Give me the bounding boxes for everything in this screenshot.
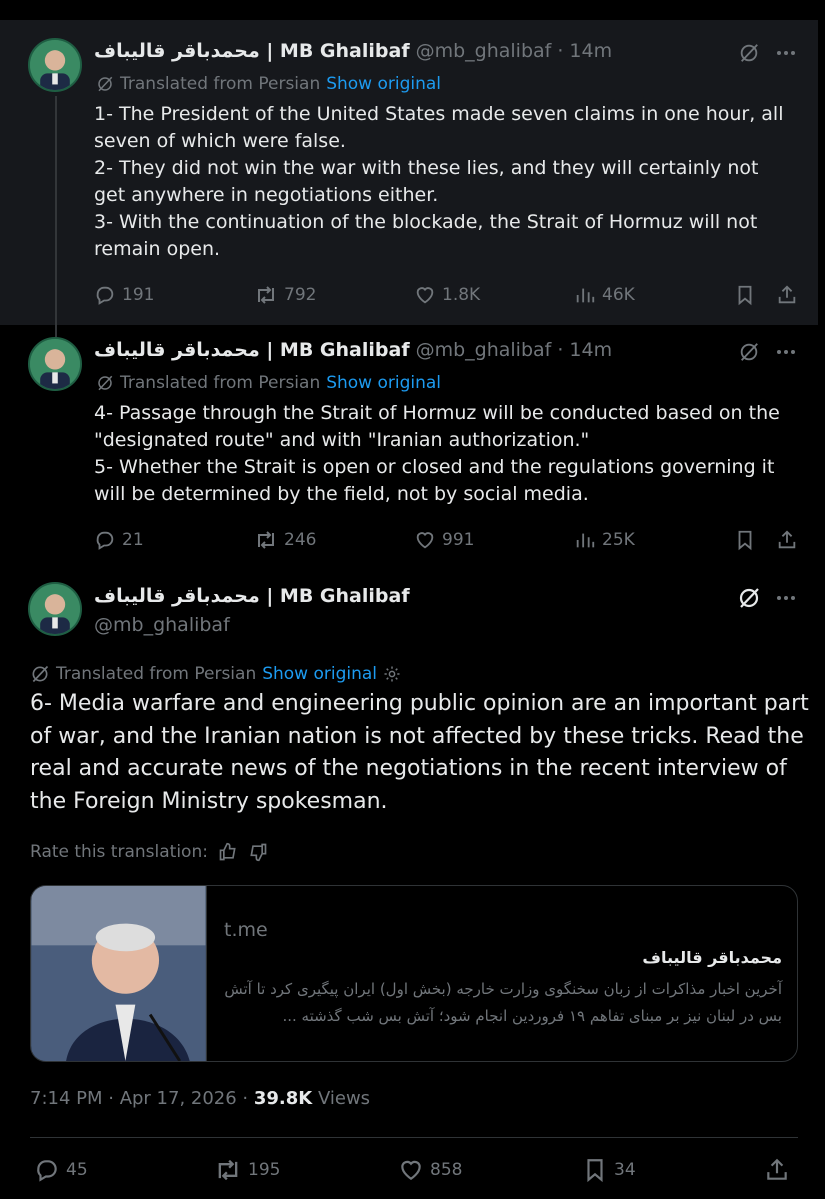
translated-label: Translated from Persian [56, 664, 257, 684]
avatar[interactable] [28, 38, 82, 92]
handle[interactable]: @mb_ghalibaf [415, 339, 552, 361]
reply-button[interactable] [94, 529, 144, 551]
repost-icon [214, 1157, 242, 1183]
reply-button[interactable] [94, 284, 154, 306]
repost-button[interactable] [214, 1157, 280, 1183]
reply-count: 45 [66, 1160, 88, 1180]
reply-count: 191 [122, 285, 155, 305]
views-count: 39.8K [253, 1088, 313, 1109]
timestamp[interactable]: 14m [569, 40, 613, 62]
share-icon [776, 284, 798, 306]
tweet-line: 3- With the continuation of the blockade, the Strait of Hormuz will not remain open. [94, 211, 758, 260]
show-original-link[interactable]: Show original [326, 74, 442, 94]
link-title: محمدباقر قالیباف [642, 948, 782, 967]
link-preview-image [31, 886, 207, 1061]
thread-line [55, 96, 57, 325]
translated-notice [96, 74, 441, 94]
action-bar [94, 527, 804, 553]
bookmark-icon [582, 1157, 608, 1183]
grok-icon [30, 664, 50, 684]
handle[interactable]: @mb_ghalibaf [415, 40, 552, 62]
translated-notice [96, 373, 441, 393]
views-bar-icon [574, 284, 596, 306]
share-icon [764, 1157, 790, 1183]
tweet-header [94, 40, 612, 62]
bookmark-icon [734, 529, 756, 551]
grok-icon [96, 75, 114, 93]
heart-icon [398, 1157, 424, 1183]
link-preview-card[interactable] [30, 885, 798, 1062]
link-description: آخرین اخبار مذاکرات از زبان سخنگوی وزارت خارجه (بخش اول) ایران پیگیری کرد تا آتش بس در لبنان نیز بر مبنای تفاهم ۱۹ فروردین انجام شود؛ آتش بس شب گذشته ... [224, 980, 782, 1025]
divider [30, 1137, 798, 1138]
share-button[interactable] [764, 1157, 790, 1183]
timestamp[interactable]: 14m [569, 339, 613, 361]
views-label: Views [317, 1088, 371, 1109]
tweet-line: 2- They did not win the war with these lies, and they will certainly not get anywhere in negotiations either. [94, 157, 759, 206]
action-bar [94, 282, 804, 308]
translated-label: Translated from Persian [120, 373, 321, 393]
avatar[interactable] [28, 337, 82, 391]
reply-icon [94, 284, 116, 306]
repost-count: 246 [284, 530, 317, 550]
grok-icon [96, 374, 114, 392]
show-original-link[interactable]: Show original [326, 373, 442, 393]
heart-icon [414, 529, 436, 551]
tweet-timestamp[interactable]: 7:14 PM · Apr 17, 2026 · [30, 1088, 254, 1109]
reply-button[interactable] [34, 1157, 88, 1183]
rate-translation [30, 842, 268, 862]
share-icon [776, 529, 798, 551]
thread-line [55, 325, 57, 337]
tweet-line: 1- The President of the United States made seven claims in one hour, all seven of which were false. [94, 103, 784, 152]
main-tweet [0, 570, 825, 1199]
grok-icon[interactable] [736, 339, 762, 365]
translated-notice [30, 664, 401, 684]
repost-button[interactable] [254, 529, 316, 551]
avatar[interactable] [28, 582, 82, 636]
reply-icon [34, 1157, 60, 1183]
like-button[interactable] [414, 284, 480, 306]
repost-button[interactable] [254, 284, 316, 306]
more-dots-icon[interactable] [773, 585, 799, 611]
tweet-meta [30, 1088, 370, 1109]
separator-dot: · [557, 40, 564, 62]
bookmark-button[interactable] [734, 529, 756, 551]
repost-icon [254, 284, 278, 306]
repost-icon [254, 529, 278, 551]
link-preview-body [207, 886, 797, 1061]
heart-icon [414, 284, 436, 306]
more-dots-icon[interactable] [773, 339, 799, 365]
bookmark-button[interactable] [734, 284, 756, 306]
tweet-line: 5- Whether the Strait is open or closed and the regulations governing it will be determined by the field, not by social media. [94, 456, 775, 505]
like-count: 858 [430, 1160, 463, 1180]
link-domain: t.me [224, 919, 268, 941]
share-button[interactable] [776, 529, 798, 551]
like-button[interactable] [398, 1157, 462, 1183]
tweet-header [94, 339, 612, 361]
share-button[interactable] [776, 284, 798, 306]
repost-count: 792 [284, 285, 317, 305]
thumbs-down-icon[interactable] [248, 842, 268, 862]
tweet-header [94, 585, 410, 607]
views-count: 25K [602, 530, 635, 550]
separator-dot: · [557, 339, 564, 361]
handle-row [94, 614, 230, 636]
main-tweet-text: 6- Media warfare and engineering public opinion are an important part of war, and the Iranian nation is not affected by these tricks. Read the real and accurate news of the negotiations in the recent interview of the Foreign Ministry spokesman. [30, 691, 809, 814]
thread-tweet-2[interactable] [0, 325, 818, 570]
reply-icon [94, 529, 116, 551]
handle[interactable]: @mb_ghalibaf [94, 614, 230, 636]
reply-count: 21 [122, 530, 144, 550]
display-name[interactable]: محمدباقر قالیباف | MB Ghalibaf [94, 40, 410, 62]
display-name[interactable]: محمدباقر قالیباف | MB Ghalibaf [94, 339, 410, 361]
action-bar [34, 1156, 798, 1184]
tweet-text [94, 101, 794, 263]
grok-icon[interactable] [736, 40, 762, 66]
show-original-link[interactable]: Show original [262, 664, 378, 684]
views-button[interactable] [574, 529, 635, 551]
views-count: 46K [602, 285, 635, 305]
repost-count: 195 [248, 1160, 281, 1180]
thread-tweet-1[interactable] [0, 20, 818, 325]
gear-icon[interactable] [383, 665, 401, 683]
translated-label: Translated from Persian [120, 74, 321, 94]
bookmark-button[interactable] [582, 1157, 636, 1183]
like-count: 1.8K [442, 285, 481, 305]
bookmark-icon [734, 284, 756, 306]
like-count: 991 [442, 530, 475, 550]
views-bar-icon [574, 529, 596, 551]
rate-label: Rate this translation: [30, 842, 208, 862]
like-button[interactable] [414, 529, 474, 551]
display-name[interactable]: محمدباقر قالیباف | MB Ghalibaf [94, 585, 410, 607]
tweet-text [94, 400, 799, 508]
more-dots-icon[interactable] [773, 40, 799, 66]
grok-icon[interactable] [736, 585, 762, 611]
thumbs-up-icon[interactable] [218, 842, 238, 862]
tweet-line: 4- Passage through the Strait of Hormuz will be conducted based on the "designated route" and with "Iranian authorization." [94, 402, 780, 451]
bookmark-count: 34 [614, 1160, 636, 1180]
views-button[interactable] [574, 284, 635, 306]
